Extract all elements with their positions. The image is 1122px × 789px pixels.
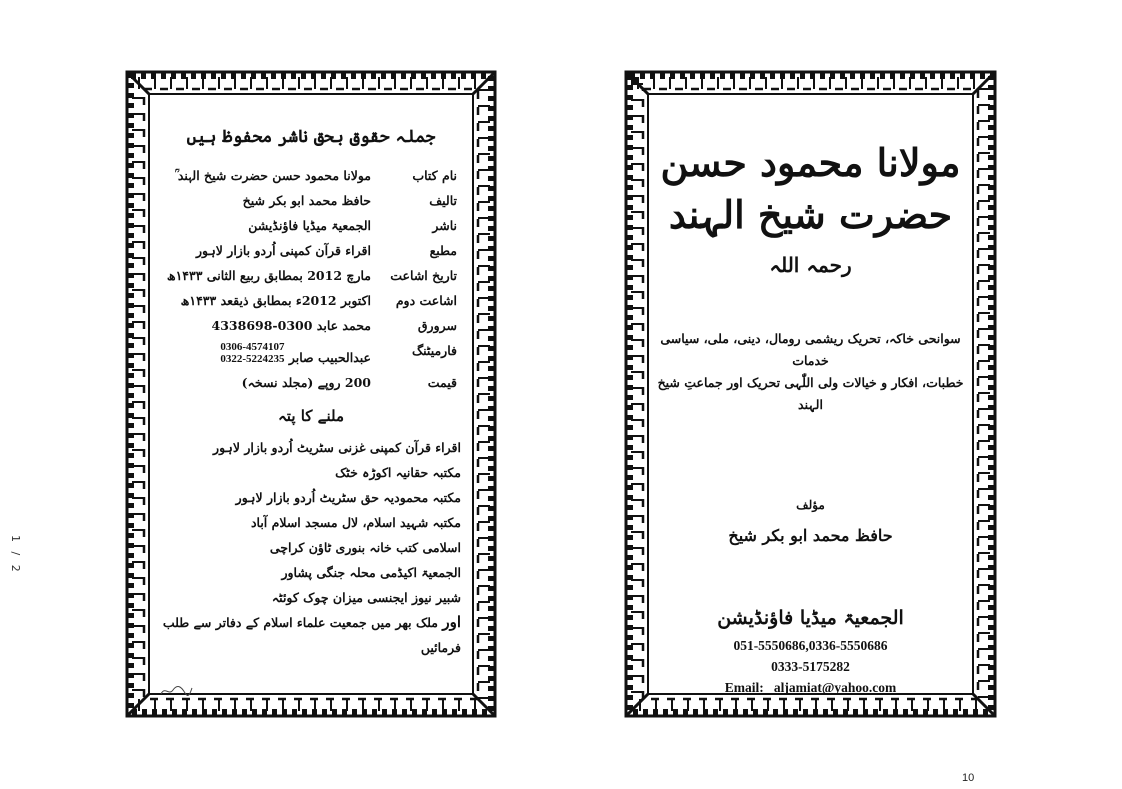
formatter-phone: 0306-4574107 <box>220 341 285 353</box>
imprint-page <box>125 70 497 718</box>
info-value: محمد عابد 0300-4338698 <box>211 318 371 333</box>
list-item: الجمعیۃ اکیڈمی محلہ جنگی پشاور <box>281 565 461 580</box>
addresses-heading: ملنے کا پتہ <box>278 407 344 425</box>
phone-line: 0333-5175282 <box>771 659 850 674</box>
address-list <box>151 435 471 660</box>
info-label: فارمیٹنگ <box>411 343 457 358</box>
table-row <box>151 288 471 313</box>
info-label: تاریخ اشاعت <box>390 268 457 283</box>
info-value: 200 روپے (مجلد نسخہ) <box>241 375 371 390</box>
email-line <box>650 677 971 698</box>
subtitle-line: سوانحی خاکہ، تحریک ریشمی رومال، دینی، ملی، سیاسی خدمات <box>660 331 961 368</box>
info-value <box>151 338 375 370</box>
author-label: مؤلف <box>796 498 825 512</box>
imprint-content <box>151 96 471 692</box>
book-title-main: حضرت شیخ الہند <box>668 192 953 237</box>
info-label: سرورق <box>417 318 457 333</box>
info-label: نام کتاب <box>412 168 457 183</box>
closing-text: ملک بھر میں جمعیت علماء اسلام کے دفاتر سے طلب فرمائیں <box>162 615 461 655</box>
email-label: Email: <box>724 680 764 695</box>
info-value: مارچ 2012 بمطابق ربیع الثانی ۱۴۳۳ھ <box>166 268 371 283</box>
page-number: 10 <box>962 772 975 784</box>
publisher-name: الجمعیۃ میڈیا فاؤنڈیشن <box>717 607 904 629</box>
info-label: مطبع <box>429 243 457 258</box>
info-value: اقراء قرآن کمپنی اُردو بازار لاہور <box>195 243 371 258</box>
list-item: مکتبہ محمودیہ حق سٹریٹ اُردو بازار لاہور <box>235 490 461 505</box>
subtitle-line: خطبات، افکار و خیالات ولی اللّٰہی تحریک اور جماعتِ شیخ الہند <box>657 375 964 412</box>
formatter-name: عبدالحبیب صابر <box>288 350 371 365</box>
list-item: اسلامی کتب خانہ بنوری ٹاؤن کراچی <box>269 540 461 555</box>
info-value: اکتوبر 2012ء بمطابق ذیقعد ۱۴۳۳ھ <box>180 293 371 308</box>
info-value: حافظ محمد ابو بکر شیخ <box>242 193 371 208</box>
info-label: قیمت <box>427 375 457 390</box>
email-address: aljamiat@yahoo.com <box>773 680 897 695</box>
book-info-table <box>151 163 471 395</box>
list-item: مکتبہ حقانیہ اکوڑہ خٹک <box>335 465 461 480</box>
copyright-heading: جملہ حقوق بحق ناشر محفوظ ہیں <box>186 127 436 147</box>
table-row <box>151 238 471 263</box>
formatter-phone: 0322-5224235 <box>220 353 285 365</box>
table-row <box>151 188 471 213</box>
table-row <box>151 370 471 395</box>
honorific: رحمہ اللہ <box>769 253 852 277</box>
info-label: ناشر <box>432 218 457 233</box>
contact-info <box>650 635 971 698</box>
closing-line <box>151 610 461 660</box>
closing-prefix: اور <box>442 613 461 631</box>
book-title-line1: مولانا محمود حسن <box>660 140 961 185</box>
info-value: مولانا محمود حسن حضرت شیخ الہند ؒ <box>174 168 371 183</box>
table-row <box>151 213 471 238</box>
formatter-phones <box>220 341 284 365</box>
side-page-indicator: 1 / 2 <box>9 535 22 575</box>
author-name: حافظ محمد ابو بکر شیخ <box>728 526 893 545</box>
info-value: الجمعیۃ میڈیا فاؤنڈیشن <box>248 218 371 233</box>
info-label: اشاعت دوم <box>395 293 457 308</box>
table-row <box>151 263 471 288</box>
signature-mark <box>159 684 193 698</box>
list-item: اقراء قرآن کمپنی غزنی سٹریٹ اُردو بازار لاہور <box>213 440 461 455</box>
table-row <box>151 163 471 188</box>
list-item: مکتبہ شہید اسلام، لال مسجد اسلام آباد <box>250 515 461 530</box>
table-row <box>151 338 471 370</box>
title-content <box>650 96 971 695</box>
table-row <box>151 313 471 338</box>
phone-line: 051-5550686,0336-5550686 <box>733 638 888 653</box>
title-page <box>624 70 997 718</box>
book-title-line2 <box>650 190 971 290</box>
list-item: شبیر نیوز ایجنسی میزان چوک کوئٹہ <box>271 590 461 605</box>
info-label: تالیف <box>429 193 457 208</box>
book-subtitle <box>650 328 971 416</box>
